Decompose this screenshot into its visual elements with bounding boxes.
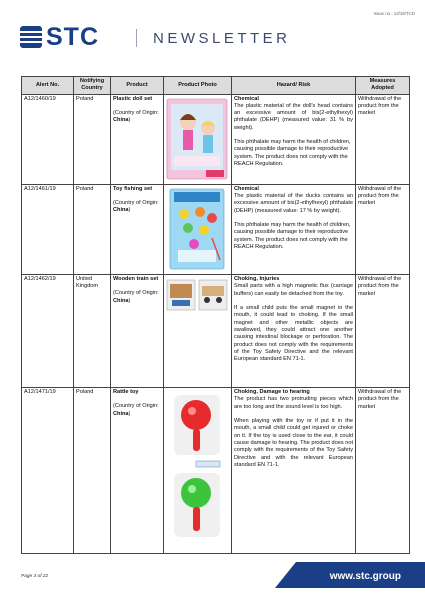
- hazard-title: Chemical: [234, 185, 259, 192]
- measures-adopted: Withdrawal of the product from the market: [356, 275, 410, 388]
- alert-no: A12/1460/19: [22, 94, 74, 184]
- product-cell: [111, 94, 164, 184]
- product-photo-cell: [164, 94, 232, 184]
- measures-adopted: Withdrawal of the product from the market: [356, 184, 410, 274]
- country-of-origin: (Country of Origin: China): [113, 403, 159, 417]
- col-hazard-risk: Hazard/ Risk: [232, 77, 356, 95]
- hazard-consequence: This phthalate may harm the health of children, causing possible damage to their reproductive system. The product does not comply with the REACH Regulation.: [234, 222, 351, 250]
- table-header-row: [22, 77, 410, 95]
- product-name: Toy fishing set: [113, 185, 153, 192]
- fishing-set-package-photo: [166, 188, 228, 270]
- doll-set-package-photo: [166, 98, 228, 180]
- measures-adopted: Withdrawal of the product from the market: [356, 94, 410, 184]
- product-name: Wooden train set: [113, 276, 159, 283]
- hazard-cell: [232, 275, 356, 388]
- col-alert-no: Alert No.: [22, 77, 74, 95]
- rattle-toys-photo: [166, 391, 228, 541]
- product-cell: [111, 388, 164, 554]
- notifying-country: Poland: [74, 94, 111, 184]
- table-row: [22, 94, 410, 184]
- newsletter-title: NEWSLETTER: [153, 30, 291, 47]
- hazard-description: Small parts with a high magnetic flux (carriage buffers) can easily be detached from the toy.: [234, 283, 353, 297]
- col-product-photo: Product Photo: [164, 77, 232, 95]
- header-divider: [136, 29, 137, 47]
- notifying-country: Poland: [74, 184, 111, 274]
- table-row: [22, 388, 410, 554]
- hazard-cell: [232, 184, 356, 274]
- col-measures-adopted: Measures Adopted: [356, 77, 410, 95]
- stc-logo: [20, 23, 99, 51]
- issue-number: Issue no.: 12/19/TCD: [373, 11, 415, 16]
- hazard-consequence: If a small child puts the small magnet in the mouth, it could lead to choking. If the small magnet and other metallic objects are swallowed, they could attract one another causing intestinal blockage or perforation. The product does not comply with the requirements of the Toy Safety Directive and the relevant European standard EN 71-1.: [234, 305, 353, 363]
- product-photo-cell: [164, 275, 232, 388]
- product-photo-cell: [164, 388, 232, 554]
- product-photo-cell: [164, 184, 232, 274]
- logo-text: STC: [46, 23, 99, 51]
- country-of-origin: (Country of Origin: China): [113, 200, 159, 214]
- hazard-title: Chemical: [234, 95, 259, 102]
- hazard-description: The product has two protruding pieces which are too long and the sound level is too high.: [234, 396, 353, 410]
- notifying-country: Poland: [74, 388, 111, 554]
- hazard-title: Choking, Damage to hearing: [234, 389, 310, 396]
- alerts-table: [21, 76, 410, 554]
- product-cell: [111, 184, 164, 274]
- hazard-title: Choking, Injuries: [234, 276, 280, 283]
- stc-logo-icon: [20, 26, 42, 48]
- hazard-cell: [232, 388, 356, 554]
- col-product: Product: [111, 77, 164, 95]
- product-name: Rattle toy: [113, 389, 139, 396]
- country-of-origin: (Country of Origin: China): [113, 290, 159, 304]
- hazard-description: The plastic material of the ducks contains an excessive amount of bis(2-ethylhexyl) phthalate (DEHP) (measured value: 17 % by weight).: [234, 193, 353, 214]
- hazard-description: The plastic material of the doll's head contains an excessive amount of bis(2-ethylhexyl) phthalate (DEHP) (measured value: 31 % by weight).: [234, 102, 353, 131]
- footer-url[interactable]: www.stc.group: [329, 571, 401, 582]
- alert-no: A12/1462/19: [22, 275, 74, 388]
- product-cell: [111, 275, 164, 388]
- measures-adopted: Withdrawal of the product from the market: [356, 388, 410, 554]
- train-set-box-photo: [166, 278, 228, 314]
- notifying-country: United Kingdom: [74, 275, 111, 388]
- product-name: Plastic doll set: [113, 95, 153, 102]
- hazard-consequence: When playing with the toy or if put it in the mouth, a small child could get injured or choke on it. If the toy is used close to the ear, it could cause damage to hearing. The product does not comply with the requirements of the Toy Safety Directive and with the relevant European standard EN 71-1.: [234, 418, 354, 468]
- alert-no: A12/1461/19: [22, 184, 74, 274]
- col-notifying-country: Notifying Country: [74, 77, 111, 95]
- alert-no: A12/1471/19: [22, 388, 74, 554]
- hazard-cell: [232, 94, 356, 184]
- table-row: [22, 275, 410, 388]
- table-row: [22, 184, 410, 274]
- hazard-consequence: This phthalate may harm the health of children, causing possible damage to their reproductive system. The product does not comply with the REACH Regulation.: [234, 139, 351, 167]
- country-of-origin: (Country of Origin: China): [113, 109, 159, 124]
- page-number: Page 3 of 22: [21, 574, 49, 579]
